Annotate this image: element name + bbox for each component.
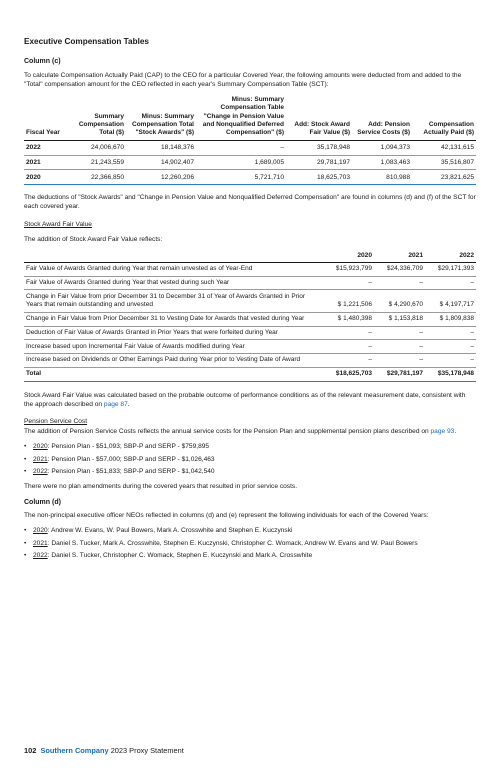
row-label: Increase based on Dividends or Other Earnings Paid during Year prior to Vesting Date of Award bbox=[24, 354, 323, 368]
stock-award-note: Stock Award Fair Value was calculated based on the probable outcome of performance conditions as of the relevant measurement date, consistent with the approach described on page 87. bbox=[24, 391, 466, 408]
table-cell: – bbox=[323, 354, 374, 368]
bullet-icon: • bbox=[24, 455, 27, 463]
list-item: • 2020: Andrew W. Evans, W. Paul Bowers, Mark A. Crosswhite and Stephen E. Kuczynski bbox=[24, 527, 293, 535]
table-cell: $ 4,197,717 bbox=[425, 290, 476, 312]
table-cell: 5,721,710 bbox=[196, 170, 286, 185]
deductions-note: The deductions of "Stock Awards" and "Change in Pension Value and Nonqualified Deferred Compensation" are found in columns (d) and (f) of the SCT for each covered year. bbox=[24, 194, 476, 211]
neo-list bbox=[24, 526, 476, 560]
table-cell: – bbox=[196, 140, 286, 155]
table-cell: $ 4,290,670 bbox=[374, 290, 425, 312]
header-fiscal-year: Fiscal Year bbox=[26, 129, 60, 137]
pension-list bbox=[24, 442, 476, 476]
row-label: Increase based upon Incremental Fair Value of Awards modified during Year bbox=[24, 340, 323, 354]
table-row bbox=[24, 262, 476, 276]
table-cell: 810,988 bbox=[352, 170, 412, 185]
page-93-link[interactable]: page 93 bbox=[430, 428, 455, 436]
stock-award-intro: The addition of Stock Award Fair Value reflects: bbox=[24, 235, 163, 243]
pension-heading: Pension Service Cost bbox=[24, 417, 88, 425]
row-label: Fair Value of Awards Granted during Year that vested during such Year bbox=[24, 276, 323, 290]
header-year-2022: 2022 bbox=[459, 251, 474, 259]
table-cell: – bbox=[425, 276, 476, 290]
table-cell: $ 1,221,506 bbox=[323, 290, 374, 312]
table-row bbox=[24, 326, 476, 340]
table-cell: 1,083,463 bbox=[352, 155, 412, 170]
header-year-2020: 2020 bbox=[357, 251, 372, 259]
header-add-stock-award-fv: Add: Stock Award Fair Value ($) bbox=[294, 121, 350, 137]
table-cell: $ 1,153,818 bbox=[374, 312, 425, 326]
table-cell: – bbox=[323, 276, 374, 290]
table-cell: $24,336,709 bbox=[374, 262, 425, 276]
column-d-heading: Column (d) bbox=[24, 498, 61, 506]
table-cell: 29,781,197 bbox=[286, 155, 352, 170]
bullet-icon: • bbox=[24, 527, 27, 535]
page-footer bbox=[24, 746, 184, 756]
table-row bbox=[24, 340, 476, 354]
header-summary-comp-total: Summary Compensation Total ($) bbox=[78, 112, 124, 137]
page-87-link[interactable]: page 87 bbox=[103, 400, 128, 408]
table-row bbox=[24, 155, 476, 170]
table-cell: 18,625,703 bbox=[286, 170, 352, 185]
document-title: 2023 Proxy Statement bbox=[110, 746, 184, 755]
table-row bbox=[24, 170, 476, 185]
table-cell: – bbox=[425, 354, 476, 368]
row-label: Deduction of Fair Value of Awards Granted in Prior Years that were forfeited during Year bbox=[24, 326, 323, 340]
table-cell: – bbox=[374, 340, 425, 354]
table-cell: – bbox=[374, 354, 425, 368]
header-year-2021: 2021 bbox=[408, 251, 423, 259]
table-cell: 18,148,376 bbox=[126, 140, 196, 155]
table-row bbox=[24, 140, 476, 155]
table-cell: – bbox=[323, 326, 374, 340]
table-cell: $29,781,197 bbox=[374, 367, 425, 381]
bullet-icon: • bbox=[24, 468, 27, 476]
table-row bbox=[24, 312, 476, 326]
table-cell: $35,178,948 bbox=[425, 367, 476, 381]
table-cell: 24,006,670 bbox=[64, 140, 126, 155]
row-label: Fair Value of Awards Granted during Year that remain unvested as of Year-End bbox=[24, 262, 323, 276]
stock-award-fair-value-table bbox=[24, 250, 476, 382]
row-label: Total bbox=[24, 367, 323, 381]
table-cell: $ 1,480,398 bbox=[323, 312, 374, 326]
pension-closing: There were no plan amendments during the covered years that resulted in prior service costs. bbox=[24, 483, 298, 491]
company-name: Southern Company bbox=[40, 746, 109, 755]
pension-text: The addition of Pension Service Costs reflects the annual service costs for the Pension Plan and supplemental pension plans described on page 93. bbox=[24, 428, 457, 436]
column-d-intro: The non-principal executive officer NEOs reflected in columns (d) and (e) represent the following individuals for each of the Covered Years: bbox=[24, 512, 429, 520]
header-add-pension-service: Add: Pension Service Costs ($) bbox=[357, 121, 410, 137]
bullet-icon: • bbox=[24, 552, 27, 560]
table-cell: 35,516,807 bbox=[412, 155, 476, 170]
table-cell: 23,821,625 bbox=[412, 170, 476, 185]
section-title: Executive Compensation Tables bbox=[24, 37, 149, 46]
table-cell: 1,689,005 bbox=[196, 155, 286, 170]
table-row bbox=[24, 354, 476, 368]
total-row bbox=[24, 367, 476, 381]
table-cell: 42,131,615 bbox=[412, 140, 476, 155]
table-cell: 35,178,948 bbox=[286, 140, 352, 155]
table-cell: 1,094,373 bbox=[352, 140, 412, 155]
list-item: • 2022: Daniel S. Tucker, Christopher C. Womack, Stephen E. Kuczynski and Mark A. Crosswhite bbox=[24, 552, 313, 560]
page-number: 102 bbox=[24, 746, 37, 755]
table-cell: $18,625,703 bbox=[323, 367, 374, 381]
table-cell: – bbox=[425, 340, 476, 354]
table-cell: 2021 bbox=[24, 155, 64, 170]
table-cell: – bbox=[374, 326, 425, 340]
table-cell: – bbox=[425, 326, 476, 340]
table-cell: 21,243,559 bbox=[64, 155, 126, 170]
table-cell: $ 1,809,838 bbox=[425, 312, 476, 326]
table-row bbox=[24, 276, 476, 290]
list-item: • 2021: Pension Plan - $57,000; SBP-P and SERP - $1,026,463 bbox=[24, 455, 215, 463]
table-row bbox=[24, 290, 476, 312]
bullet-icon: • bbox=[24, 539, 27, 547]
table-header-row bbox=[24, 95, 476, 140]
column-c-intro: To calculate Compensation Actually Paid (CAP) to the CEO for a particular Covered Year, the following amounts were deducted from and added to the "Total" compensation amount for the CEO reflected in each year's Summary Compensation Table (SCT): bbox=[24, 71, 462, 89]
list-item: • 2022: Pension Plan - $51,833; SBP-P and SERP - $1,042,540 bbox=[24, 468, 215, 476]
row-label: Change in Fair Value from prior December 31 to December 31 of Year of Awards Granted in Prior Years that remain outstanding and unvested bbox=[24, 290, 323, 312]
table-cell: – bbox=[374, 276, 425, 290]
table-header-row bbox=[24, 250, 476, 263]
header-cap: Compensation Actually Paid ($) bbox=[423, 121, 474, 137]
stock-award-heading: Stock Award Fair Value bbox=[24, 220, 92, 228]
header-minus-pension-change: Minus: Summary Compensation Table "Change in Pension Value and Nonqualified Deferred Compensation" ($) bbox=[202, 96, 284, 137]
table-cell: – bbox=[323, 340, 374, 354]
row-label: Change in Fair Value from Prior December 31 to Vesting Date for Awards that vested during Year bbox=[24, 312, 323, 326]
table-cell: 12,260,206 bbox=[126, 170, 196, 185]
bullet-icon: • bbox=[24, 443, 27, 451]
list-item: • 2020: Pension Plan - $51,093; SBP-P and SERP - $759,895 bbox=[24, 443, 210, 451]
header-minus-stock-awards: Minus: Summary Compensation Total "Stock Awards" ($) bbox=[132, 112, 194, 137]
table-cell: 2022 bbox=[24, 140, 64, 155]
list-item: • 2021: Daniel S. Tucker, Mark A. Crosswhite, Stephen E. Kuczynski, Christopher C. Womack, Andrew W. Evans and W. Paul Bowers bbox=[24, 539, 418, 547]
table-cell: $15,923,799 bbox=[323, 262, 374, 276]
table-cell: 14,902,407 bbox=[126, 155, 196, 170]
content bbox=[24, 36, 476, 567]
table-cell: $29,171,393 bbox=[425, 262, 476, 276]
column-c-heading: Column (c) bbox=[24, 58, 61, 66]
table-cell: 22,366,850 bbox=[64, 170, 126, 185]
table-cell: 2020 bbox=[24, 170, 64, 185]
cap-reconciliation-table bbox=[24, 95, 476, 185]
